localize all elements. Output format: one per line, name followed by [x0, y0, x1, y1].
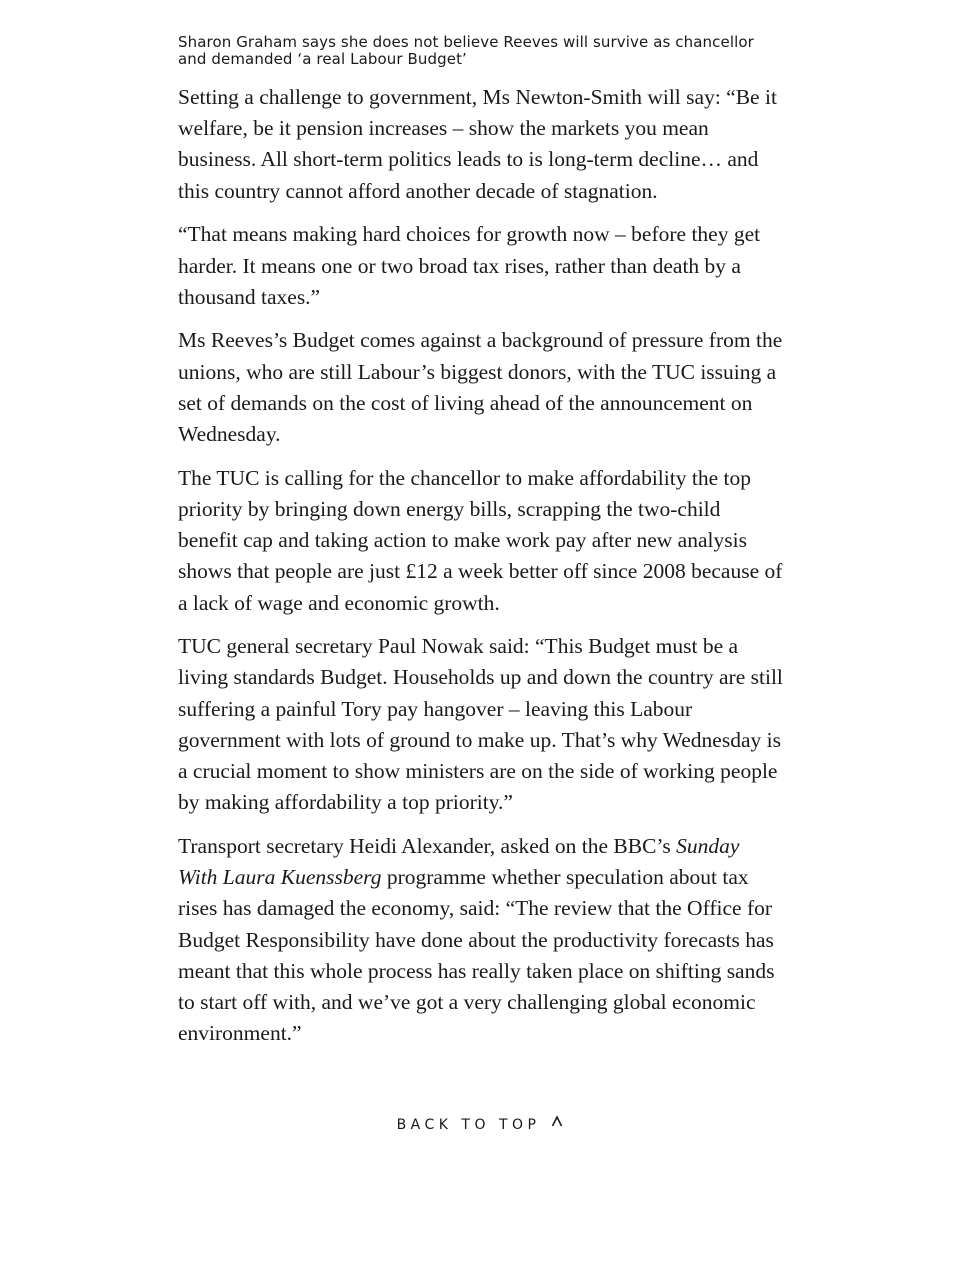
article-paragraph-last: [178, 831, 784, 1049]
article-paragraph: Setting a challenge to government, Ms Newton-Smith will say: “Be it welfare, be it pension increases – show the markets you mean business. All short-term politics leads to is long-term decline… and this country cannot afford another decade of stagnation.: [178, 85, 777, 203]
image-caption: Sharon Graham says she does not believe Reeves will survive as chancellor and demanded ‘a real Labour Budget’: [178, 33, 754, 68]
back-to-top-button[interactable]: [0, 1117, 960, 1133]
back-to-top-label: BACK TO TOP: [396, 1117, 541, 1133]
chevron-up-icon: [551, 1115, 563, 1131]
article-paragraph: “That means making hard choices for growth now – before they get harder. It means one or two broad tax rises, rather than death by a thousand taxes.”: [178, 222, 761, 309]
article-paragraph: TUC general secretary Paul Nowak said: “This Budget must be a living standards Budget. Households up and down the country are still suffering a painful Tory pay hangover – leaving this Labour government with lots of ground to make up. That’s why Wednesday is a crucial moment to show ministers are on the side of working people by making affordability a top priority.”: [178, 634, 783, 815]
article-body: [178, 34, 784, 1062]
paragraph-text: programme whether speculation about tax rises has damaged the economy, said: “The review that the Office for Budget Responsibility have done about the productivity forecasts has meant that this whole process has really taken place on shifting sands to start off with, and we’ve got a very challenging global economic environment.”: [178, 865, 775, 1046]
paragraph-text: Transport secretary Heidi Alexander, asked on the BBC’s: [178, 833, 677, 858]
article-paragraph: The TUC is calling for the chancellor to make affordability the top priority by bringing down energy bills, scrapping the two-child benefit cap and taking action to make work pay after new analysis shows that people are just £12 a week better off since 2008 because of a lack of wage and economic growth.: [178, 465, 783, 615]
article-paragraph: Ms Reeves’s Budget comes against a background of pressure from the unions, who are still Labour’s biggest donors, with the TUC issuing a set of demands on the cost of living ahead of the announcement on Wednesday.: [178, 328, 783, 447]
programme-title: Sunday With Laura Kuenssberg: [178, 833, 740, 890]
